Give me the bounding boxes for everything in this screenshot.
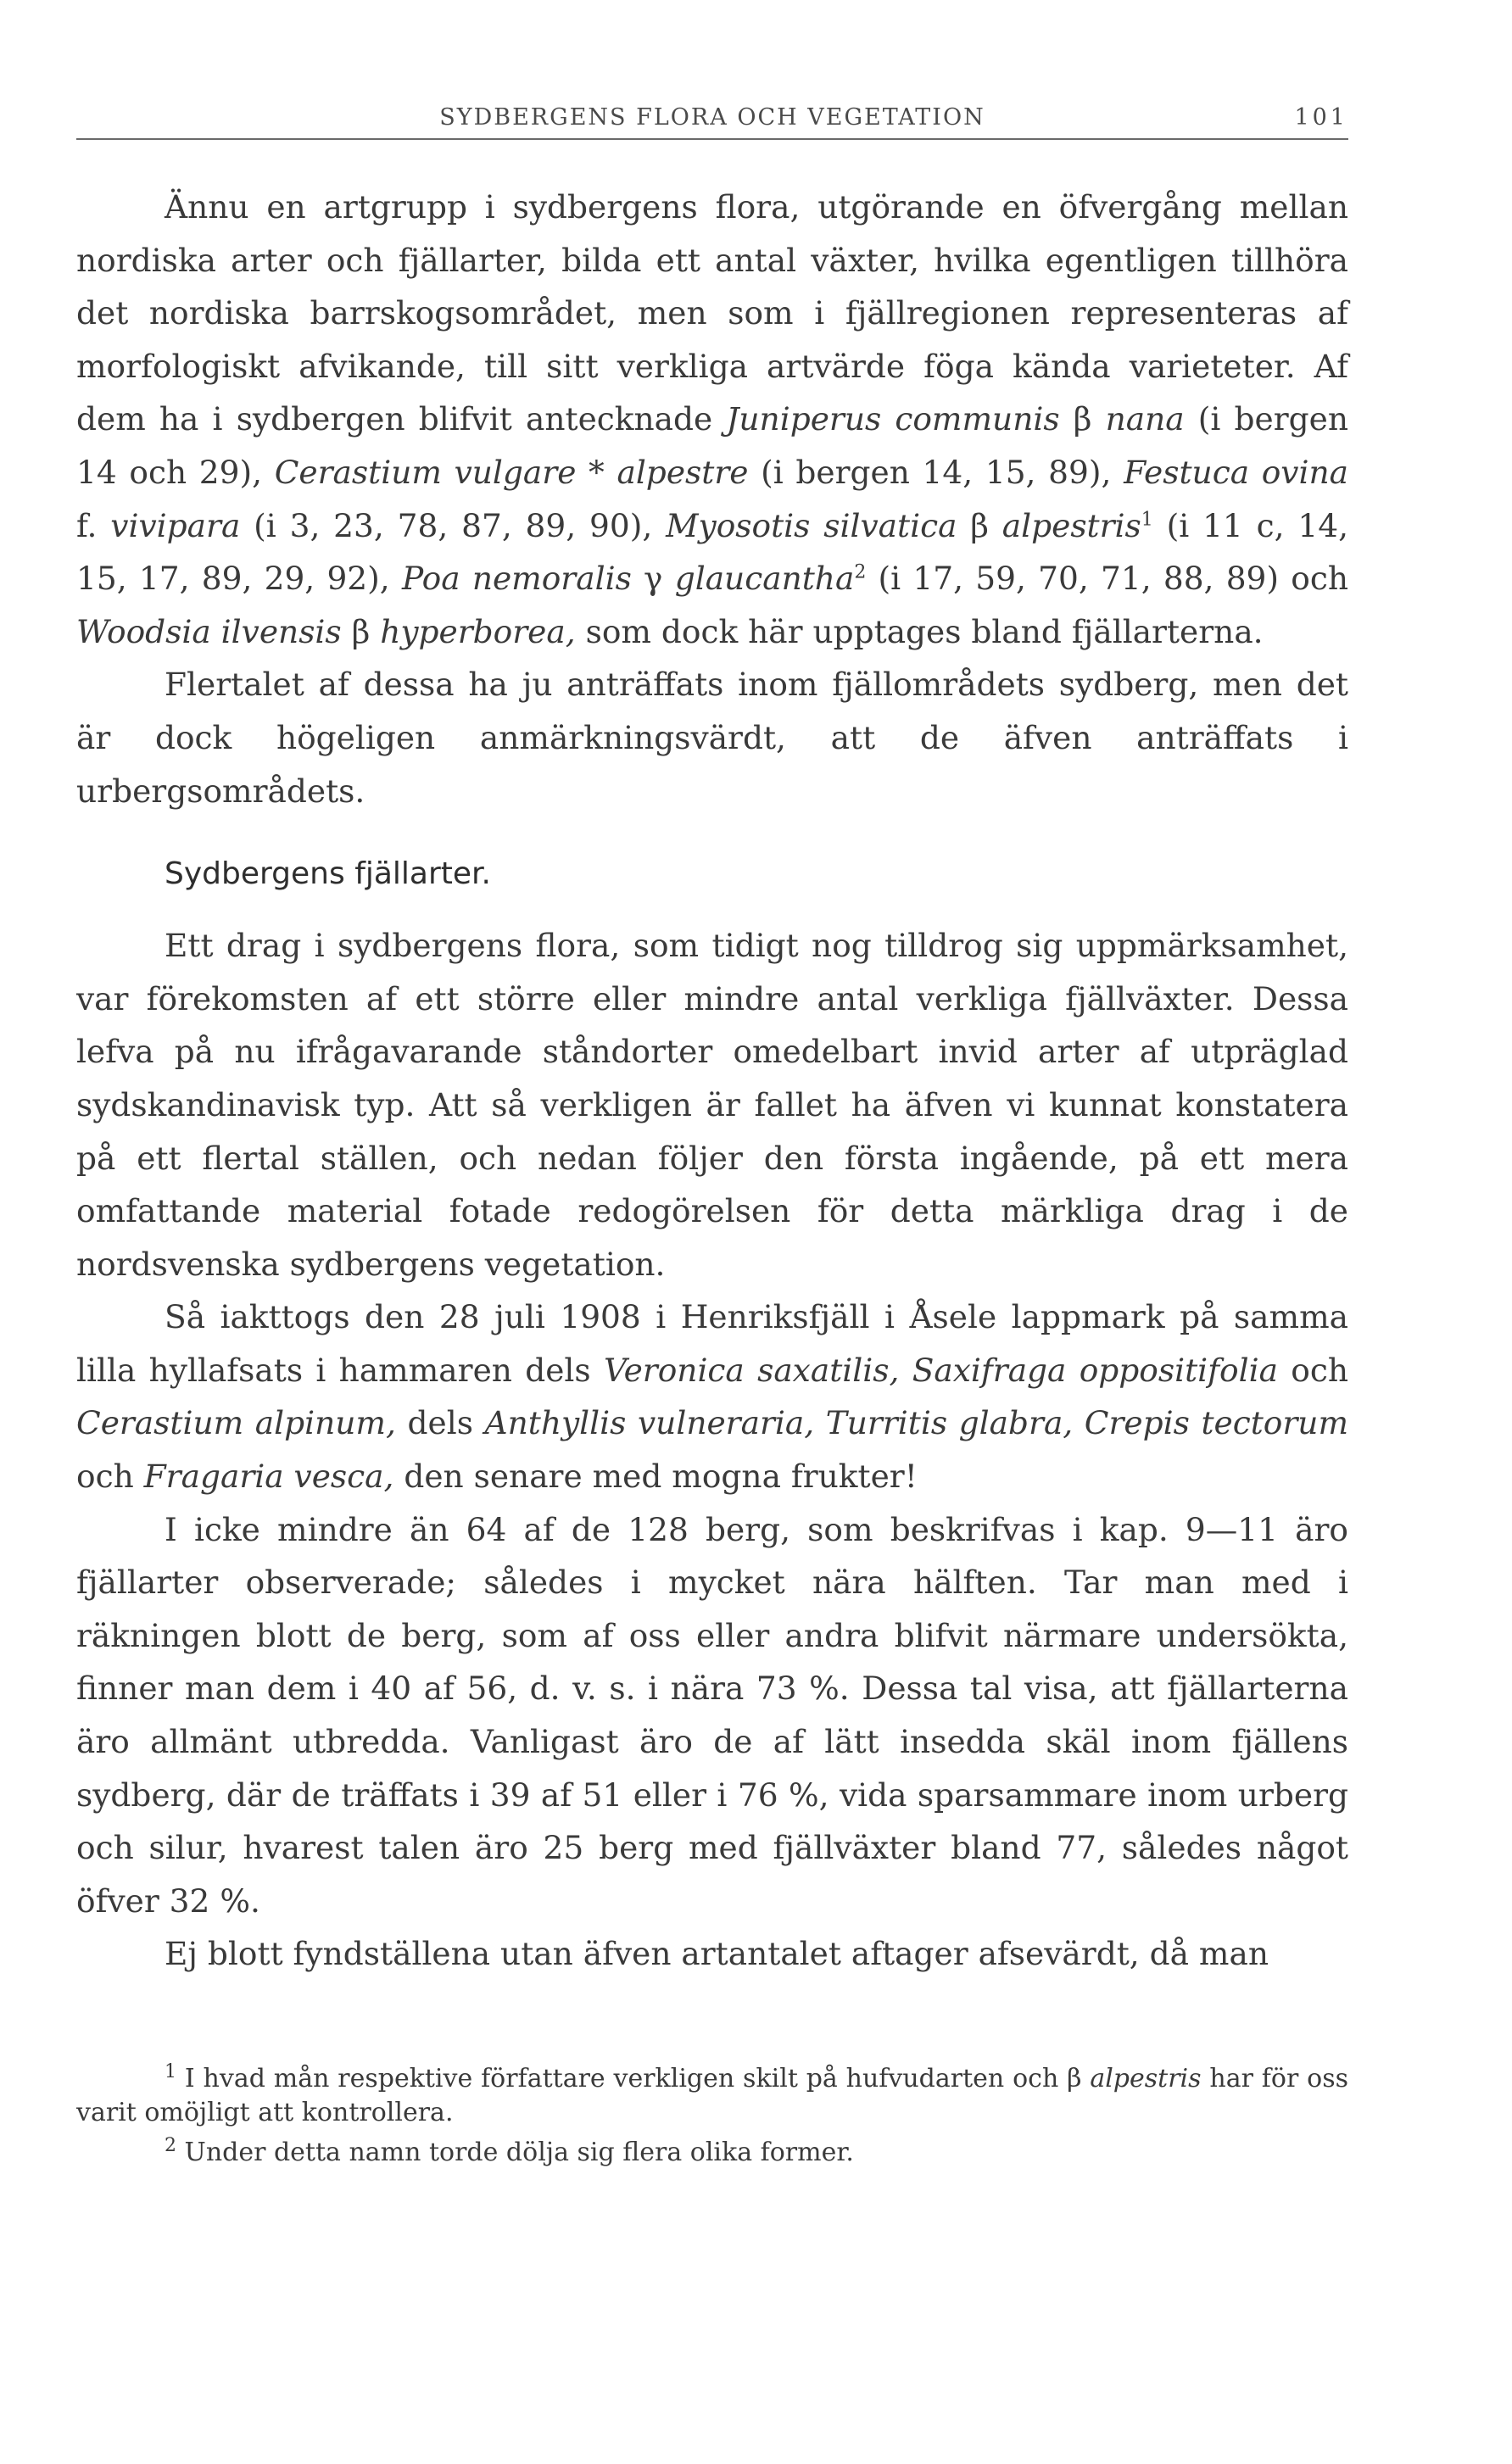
species-name: alpestris (1001, 506, 1141, 544)
text: f. (76, 506, 111, 544)
text: (i bergen 14 och 29), (76, 400, 1348, 491)
text: Så iakttogs den 28 juli 1908 i Henriksfjäll i Åsele lappmark på samma lilla hyllafsats i hammaren dels (76, 1298, 1348, 1389)
footnote-2 (76, 2136, 1348, 2170)
text: och (1277, 1351, 1348, 1389)
text: I hvad mån respektive författare verkligen skilt på hufvudarten och β (176, 2064, 1091, 2093)
text: den senare med mogna frukter! (393, 1458, 918, 1496)
page-header (76, 96, 1348, 138)
text: β (1059, 400, 1106, 438)
text: har för oss varit omöjligt att kontrollera. (76, 2064, 1348, 2127)
paragraph-intro: Ett drag i sydbergens flora, som tidigt nog tilldrog sig uppmärksamhet, var förekomsten af ett större eller mindre antal verkliga fjällväxter. Dessa lefva på nu ifrågavarande ståndorter omedelbart invid arter af utpräglad sydskandinavisk typ. Att så verkligen är fallet ha äfven vi kunnat konstatera på ett flertal ställen, och nedan följer den första ingående, på ett mera omfattande material fotade redogörelsen för detta märkliga drag i de nordsvenska sydbergens vegetation. (76, 927, 1348, 1283)
text: dels (395, 1404, 485, 1442)
paragraph-varieties (76, 181, 1348, 658)
species-name: Poa nemoralis (401, 560, 632, 598)
species-name: Fragaria vesca, (143, 1458, 394, 1496)
text: γ (631, 560, 675, 598)
paragraph-statistics: I icke mindre än 64 af de 128 berg, som beskrifvas i kap. 9—11 äro fjällarter observerade; således i mycket nära hälften. Tar man med i räkningen blott de berg, som af oss eller andra blifvit närmare undersökta, finner man dem i 40 af 56, d. v. s. i nära 73 %. Dessa tal visa, att fjällarterna äro allmänt utbredda. Vanligast äro de af lätt insedda skäl inom fjällens sydberg, där de träffats i 39 af 51 eller i 76 %, vida sparsammare inom urberg och silur, hvarest talen äro 25 berg med fjällväxter bland 77, således något öfver 32 %. (76, 1510, 1348, 1920)
text: som dock här upptages bland fjällarterna. (575, 612, 1264, 650)
paragraph-continuation: Ej blott fyndställena utan äfven artantalet aftager afsevärdt, då man (165, 1935, 1269, 1973)
species-name: nana (1105, 400, 1185, 438)
text: och (76, 1458, 144, 1496)
species-name: Woodsia ilvensis (76, 612, 342, 650)
species-name: Festuca ovina (1124, 453, 1348, 491)
species-name: glaucantha (674, 560, 855, 598)
text: (i 11 c, 14, 15, 17, 89, 29, 92), (76, 506, 1348, 598)
footnote-mark: 1 (165, 2061, 176, 2082)
text: (i 17, 59, 70, 71, 88, 89) och (866, 560, 1349, 598)
species-name: alpestris (1090, 2064, 1202, 2093)
page-number: 101 (1294, 104, 1348, 131)
footnote-mark: 2 (165, 2135, 176, 2156)
species-name: Cerastium alpinum, (76, 1404, 396, 1442)
species-name: Veronica saxatilis, Saxifraga oppositifolia (603, 1351, 1278, 1389)
header-rule (76, 138, 1348, 140)
species-name: Cerastium vulgare * alpestre (274, 453, 749, 491)
running-title: SYDBERGENS FLORA OCH VEGETATION (439, 104, 985, 131)
paragraph-henriksfjall (76, 1291, 1348, 1502)
text: Under detta namn torde dölja sig flera olika former. (176, 2138, 854, 2167)
footnote-ref-1: 1 (1141, 509, 1153, 531)
text: (i 3, 23, 78, 87, 89, 90), (240, 506, 667, 544)
body-text (76, 181, 1348, 1981)
species-name: vivipara (110, 506, 241, 544)
text: Ännu en artgrupp i sydbergens flora, utgörande en öfvergång mellan nordiska arter och fjällarter, bilda ett antal växter, hvilka egentligen tillhöra det nordiska barrskogsområdet, men som i fjällregionen representeras af morfologiskt afvikande, till sitt verkliga artvärde föga kända varieteter. Af dem ha i sydbergen blifvit antecknade (76, 188, 1348, 438)
footnotes (76, 2062, 1348, 2176)
species-name: Myosotis silvatica (666, 506, 957, 544)
section-heading: Sydbergens fjällarter. (165, 856, 491, 892)
species-name: Anthyllis vulneraria, Turritis glabra, Crepis tectorum (484, 1404, 1348, 1442)
species-name: Juniperus communis (726, 400, 1060, 438)
footnote-1 (76, 2062, 1348, 2130)
text: β (341, 612, 381, 650)
paragraph-remark: Flertalet af dessa ha ju anträffats inom fjällområdets sydberg, men det är dock högeligen anmärkningsvärdt, att de äfven anträffats i urbergsområdets. (76, 666, 1348, 810)
species-name: hyperborea, (380, 612, 576, 650)
footnote-ref-2: 2 (854, 561, 867, 583)
text: (i bergen 14, 15, 89), (748, 453, 1124, 491)
text: β (957, 506, 1002, 544)
